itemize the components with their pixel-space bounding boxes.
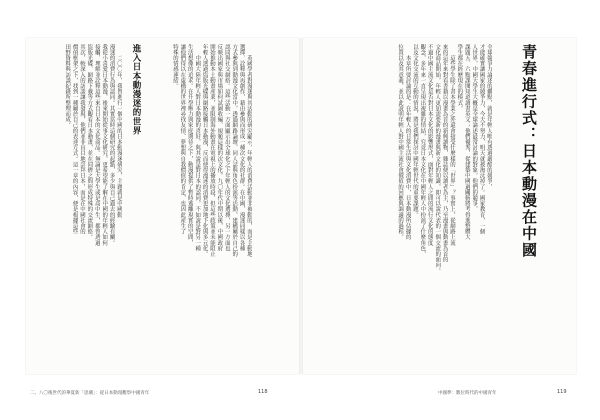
left-body-text-top: 英國學者對漫迷與其活動的研究顯示，年輕人的消費活動並非被動的，而是主動地 選擇、詮釋與再創作，藉由參與而形成一種次文化的社群。在中國，漫迷同樣以各種 方式參與到動漫文化當中，透過網路論壇、同人誌與角色扮演等活動，建構屬於自己的 認同與社交網絡。這些活動一方面顯示出全球化之下年輕人的文化選擇，另一方面也 反映出國家與市場如何試圖收編、規範這樣的次文化。九〇年代中期以後，中國政府 開始推動本土動畫產業，並限制海外動畫在電視上的播放時段，但這些政策並未能阻止 年輕人透過盜版光碟與網路接觸日本動漫，反而使得漫迷的消費更加地下化與多元化。 中國大陸年輕人對日本動漫的喜好，與其說是對日本的認同，不如說是對另一種 生活想像的追求。在升學壓力與家庭期待之下，動漫提供了暫時逃離現實的空間， 讓他們得以在虛構的世界裡尋找友情、夢想與自我價值的肯定，也因此產生了 特殊的情感連結。 (171, 44, 252, 257)
chapter-title: 青春進行式：日本動漫在中國 (520, 44, 538, 259)
right-running-head: 中國夢：數位時代的中國青年 (438, 391, 497, 396)
left-body-text-bottom: 二〇〇年，我曾進行一個中國的日本動漫迷研究，主題就是中國動 漫迷的消費行為與認同。其實當時這個研究的起點，多少與自己過去的經驗有關。 我從小喜愛日本動漫，後來開始從事文化研究，更希望能了解在中國的年輕人如何 接觸、理解並詮釋這些來自日本的文化商品。無論是大學生或是高中生，都曾透過 盜版光碟、網路下載等方式觀看日本動畫，並在同儕之間形成特殊的交流網絡。 其次，較深入的訪談讓我發現，他們並非盲目地崇拜日本，而是在中國社會的 價值框架之下，找到一種屬於自己的表達方式。這一章的內容，便是根據這些 田野資料與訪談紀錄所整理而成。 (64, 44, 122, 246)
section-title: 進入日本動漫迷的世界 (131, 44, 141, 135)
right-page-number: 119 (557, 389, 567, 395)
left-running-head: 二、八〇後世代的華夏新「思潮」：從日本動漫觀察中國青年 (30, 391, 150, 396)
chapter-body-text: 全球競爭力論述的觀點，就是年輕人唯有透過嚴酷的競爭， 才能確實讓國家的競爭力，今天不努力，明天就被淘汰掉了。國家教育，一個 人世界，中國大學生大概是全球論述最常討論的對象。他們的競爭， 課題五．六點課閱知道讀書英文；他們優秀，從建築中國過關斬將考得進整體大 學生都在經歷現在的模式。 這些學生除了書本學業之外還會接受什麼樣的「世界」？事實上，從網路上流 來的這年來對看書籍以漫畫為首的新興讀物，雜誌便以讀者為主，乃至漫畫與動畫為首的 文化商品開始，年輕人更加需要新的漫畫與新文化的知識，即可以說代表的一個交流的面向。 不過中國主流文化是否對日本文化的影響形式，面對年輕人之間的流行文化的態度 觀念，多年來一直呈現出複雜的情結，究竟日本文化在中國年輕人中扮演了什麼角色， 以及文化交流的互動的情況，將是我們探討中國年輕世代的重要課題。 本章所要討論的是：在年輕人的日常生活與文化消費中，日本動漫所佔據的 位置以及其意義，並以此說明年輕人對中國主流社會價值的回應與調適的過程。 (397, 44, 492, 274)
left-page-number: 118 (258, 389, 268, 395)
